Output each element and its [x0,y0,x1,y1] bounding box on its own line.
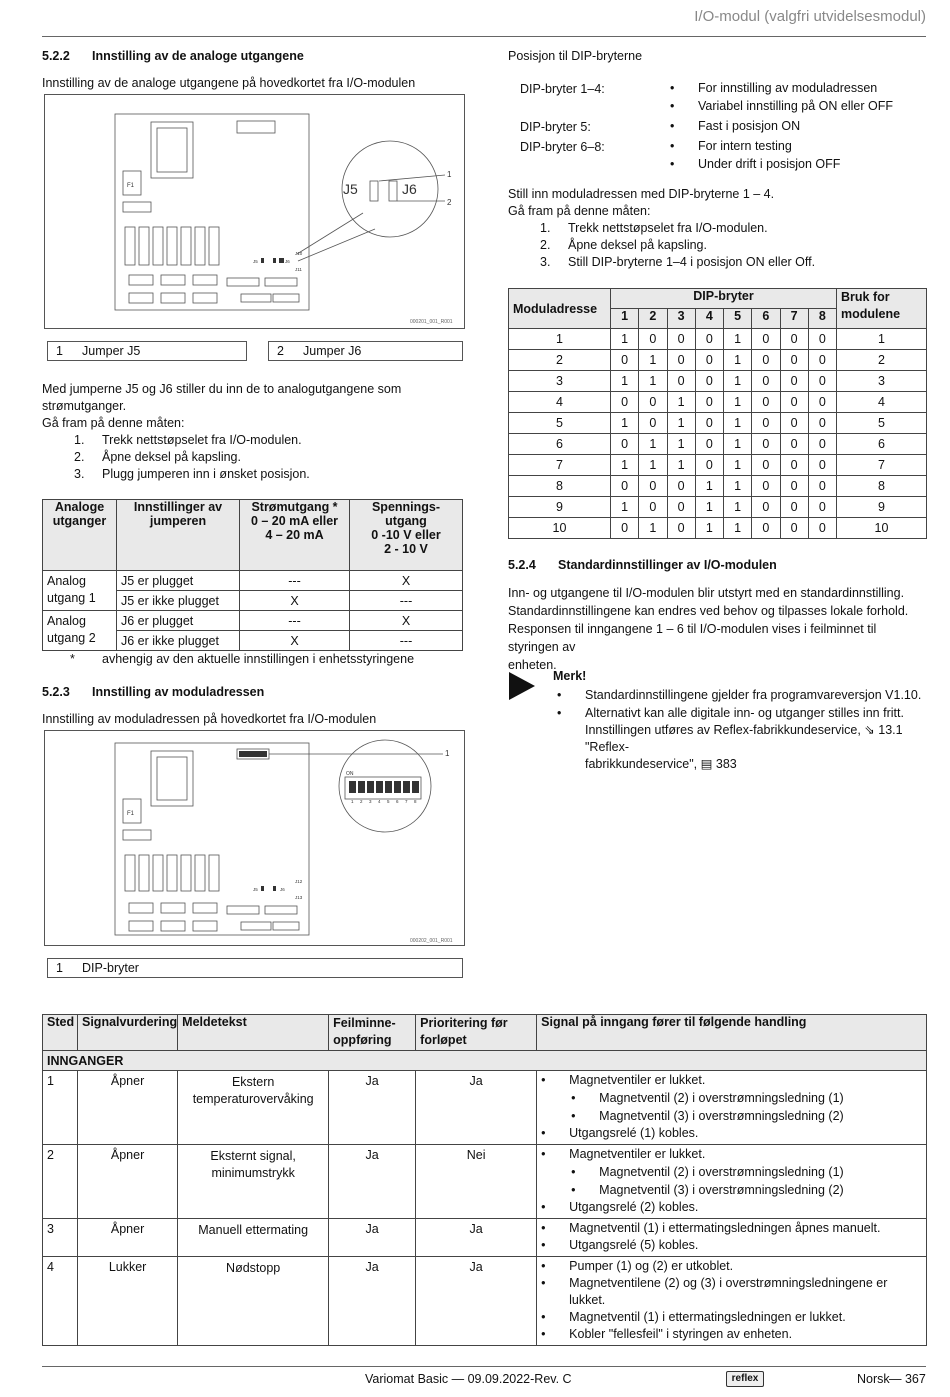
module-address-table: Moduladresse DIP-bryter Bruk for modulene 1 2 3 4 5 6 7 8 1 1 0 0 0 1 0 0 0 1 2 0 1 0 0 1 0 0 0 2 3 1 1 0 0 1 0 0 0 3 4 0 0 1 0 1 0 0 0 4 5 1 0 1 0 1 0 0 0 5 6 0 1 1 0 1 0 0 0 6 7 1 1 1 0 1 0 0 0 7 8 0 0 0 1 1 0 0 0 8 9 1 0 0 1 1 0 0 0 9 10 0 1 0 1 1 0 0 0 10 [508,288,927,539]
svg-text:8: 8 [414,799,417,804]
dip-cell: 0 [667,350,695,371]
list-item: • Alternativt kan alle digitale inn- og utganger stilles inn fritt. Innstillingen utføres av Reflex-fabrikkundeservice, ⇘ 13.1 "Reflex- fabrikkundeservice", ▤ 383 [553,705,931,773]
figure-id: 000202_001_R001 [410,938,453,944]
address-cell: 7 [509,455,611,476]
list-item: 3. Still DIP-bryterne 1–4 i posisjon ON eller Off. [540,255,816,269]
table-row [509,329,927,350]
dip-cell: 0 [780,329,808,350]
header-rule [42,36,926,37]
dip-numbers [351,799,417,804]
module-use-cell: 7 [837,455,927,476]
list-item: 1. Trekk nettstøpselet fra I/O-modulen. [540,221,768,235]
dip-cell: 0 [611,350,639,371]
small-j6-label: J6 [285,259,290,264]
callout-2: 2 [447,198,452,207]
module-use-cell: 10 [837,518,927,539]
action-item: • Magnetventil (1) i ettermatingsledningen er lukket. [537,1309,922,1326]
module-use-cell: 4 [837,392,927,413]
table-header: Moduladresse [509,289,611,329]
dip-cell: 0 [639,329,667,350]
list-item: 3. Plugg jumperen inn i ønsket posisjon. [74,467,310,481]
dip-cell: 0 [695,350,723,371]
j12-label: J12 [295,879,303,884]
dip-switch-figure [44,730,465,946]
module-use-cell: 3 [837,371,927,392]
address-cell: 9 [509,497,611,518]
action-cell [537,1219,927,1257]
message-cell: Eksternt signal, minimumstrykk [178,1145,329,1219]
table-footnote-mark: * [70,652,75,666]
signal-cell: Åpner [78,1145,178,1219]
jumper-figure [44,94,465,329]
dip-cell: 0 [611,518,639,539]
dip-cell: 1 [724,434,752,455]
dip-position-title: Posisjon til DIP-bryterne [508,49,643,63]
dip-cell: 1 [611,497,639,518]
table-row: Analog utgang 1 J5 er plugget --- X [43,571,463,591]
dip-cell: 1 [724,350,752,371]
f1-label: F1 [127,811,135,817]
footer-page-number: — 367 [889,1372,926,1386]
table-row [509,497,927,518]
dip-cell: 0 [808,434,836,455]
dip-cell: 0 [752,413,780,434]
action-item: • Magnetventiler er lukket. [537,1146,922,1163]
dip-cell: 1 [639,350,667,371]
dip-instructions: Still inn moduladressen med DIP-bryterne 1 – 4. Gå fram på denne måten: 1. Trekk nettstøpselet fra I/O-modulen. 2. Åpne deksel på kapsling. 3. Still DIP-bryterne 1–4 i posisjon ON eller Off. [508,186,928,271]
dip-cell: 1 [724,392,752,413]
dip-cell: 0 [695,455,723,476]
dip-cell: 0 [752,497,780,518]
dip-cell: 1 [724,455,752,476]
action-item: • Kobler "fellesfeil" i styringen av enheten. [537,1326,922,1343]
dip-cell: 0 [752,455,780,476]
address-cell: 1 [509,329,611,350]
address-cell: 4 [509,392,611,413]
dip-cell: 0 [808,455,836,476]
dip-cell: 1 [611,371,639,392]
dip-cell: 0 [780,476,808,497]
module-use-cell: 5 [837,413,927,434]
dip-cell: 1 [611,413,639,434]
dip-cell: 0 [780,413,808,434]
dip-cell: 0 [780,392,808,413]
dip-cell: 1 [667,392,695,413]
table-row [43,1257,927,1346]
dip-cell: 0 [780,455,808,476]
legend-item-jumper-j6: 2 Jumper J6 [268,341,463,361]
message-cell: Ekstern temperaturovervåking [178,1071,329,1145]
note-list [553,687,931,773]
table-header: Innstillinger av jumperen [117,500,240,571]
j13-label: J13 [295,895,303,900]
legend-item-dip-switch: 1 DIP-bryter [47,958,463,978]
list-item: DIP-bryter 6–8: • For intern testing • Under drift i posisjon OFF [520,138,920,176]
module-use-cell: 1 [837,329,927,350]
note-title: Merk! [553,669,587,683]
dip-cell: 0 [611,434,639,455]
dip-cell: 0 [611,476,639,497]
dip-cell: 1 [639,455,667,476]
action-cell [537,1071,927,1145]
table-row [43,1145,927,1219]
error-log-cell: Ja [329,1145,416,1219]
footer-language: Norsk [857,1372,890,1386]
list-item: DIP-bryter 5: • Fast i posisjon ON [520,118,920,138]
section-5-2-4-heading: 5.2.4 Standardinnstillinger av I/O-modulen [508,558,777,572]
dip-cell: 1 [724,497,752,518]
address-cell: 10 [509,518,611,539]
priority-cell: Nei [416,1145,537,1219]
priority-cell: Ja [416,1257,537,1346]
table-header: Strømutgang * 0 – 20 mA eller 4 – 20 mA [240,500,350,571]
signal-cell: Lukker [78,1257,178,1346]
dip-cell: 0 [639,392,667,413]
dip-cell: 1 [667,434,695,455]
dip-cell: 0 [695,392,723,413]
dip-cell: 1 [724,329,752,350]
table-header: Prioritering før forløpet [416,1015,537,1051]
section-5-2-2-intro: Innstilling av de analoge utgangene på hovedkortet fra I/O-modulen [42,76,416,90]
address-cell: 3 [509,371,611,392]
action-item: • Magnetventil (2) i overstrømningsledning (1) [537,1163,922,1181]
action-item: • Magnetventil (1) i ettermatingsledningen åpnes manuelt. [537,1220,922,1237]
dip-cell: 0 [752,329,780,350]
small-j5-label: J5 [253,259,258,264]
dip-cell: 1 [667,455,695,476]
io-inputs-table [42,1014,927,1346]
dip-cell: 0 [808,413,836,434]
dip-cell: 0 [639,413,667,434]
module-use-cell: 2 [837,350,927,371]
dip-cell: 0 [695,413,723,434]
table-row [509,518,927,539]
table-row [509,392,927,413]
dip-cell: 0 [780,518,808,539]
section-5-2-4-body: Inn- og utgangene til I/O-modulen blir utstyrt med en standardinnstilling. Standardinnstillingene kan endres ved behov og tilpasses lokale forhold. Responsen til inngangene 1 – 6 til I/O-modulen vises i feilminnet til styringen av enheten. [508,586,909,672]
module-address-rows [509,329,927,539]
dip-cell: 1 [611,329,639,350]
dip-cell: 1 [639,371,667,392]
error-log-cell: Ja [329,1219,416,1257]
dip-cell: 0 [752,392,780,413]
j5-label: J5 [343,181,358,197]
table-header: Spennings- utgang 0 -10 V eller 2 - 10 V [350,500,463,571]
table-header: DIP-bryter [611,289,837,309]
dip-cell: 0 [639,476,667,497]
circuit-board-jumper-illustration [45,95,466,330]
j6-label: J6 [402,181,417,197]
jumper-steps [42,432,472,483]
action-item: • Utgangsrelé (5) kobles. [537,1237,922,1254]
dip-cell: 0 [808,329,836,350]
dip-cell: 0 [667,497,695,518]
dip-cell: 0 [808,497,836,518]
table-row: Analog utgang 2 J6 er plugget --- X [43,611,463,631]
dip-cell: 1 [611,455,639,476]
table-header: Feilminne- oppføring [329,1015,416,1051]
dip-cell: 0 [780,350,808,371]
message-cell: Nødstopp [178,1257,329,1346]
f1-label: F1 [127,183,135,189]
dip-cell: 0 [752,371,780,392]
section-5-2-2-heading [42,49,304,63]
dip-cell: 0 [639,497,667,518]
dip-cell: 0 [752,518,780,539]
svg-text:6: 6 [396,799,399,804]
dip-cell: 1 [695,476,723,497]
figure-id: 000201_001_R001 [410,319,453,325]
action-item: • Pumper (1) og (2) er utkoblet. [537,1258,922,1275]
callout-1: 1 [445,749,450,758]
table-row: J5 er ikke plugget X --- [43,591,463,611]
table-row [509,413,927,434]
circuit-board-dip-illustration [45,731,466,947]
dip-cell: 1 [667,413,695,434]
sted-cell: 4 [43,1257,78,1346]
action-item: • Utgangsrelé (1) kobles. [537,1125,922,1142]
dip-cell: 0 [611,392,639,413]
list-item: DIP-bryter 1–4: • For innstilling av moduladressen • Variabel innstilling på ON eller OFF [520,80,920,118]
dip-cell: 1 [724,518,752,539]
reflex-logo: reflex [726,1371,764,1387]
table-header: Sted [43,1015,78,1051]
svg-text:7: 7 [405,799,408,804]
dip-cell: 0 [695,434,723,455]
table-row [43,1071,927,1145]
legend-item-jumper-j5: 1 Jumper J5 [47,341,247,361]
table-row [509,476,927,497]
svg-text:4: 4 [378,799,381,804]
table-header: Analoge utganger [43,500,117,571]
table-row [509,371,927,392]
dip-cell: 0 [667,518,695,539]
action-item: • Magnetventilene (2) og (3) i overstrømningsledningene er lukket. [537,1275,922,1309]
module-use-cell: 8 [837,476,927,497]
dip-cell: 0 [695,371,723,392]
table-header: Meldetekst [178,1015,329,1051]
table-row [509,434,927,455]
list-item: 2. Åpne deksel på kapsling. [540,238,707,252]
section-title: Innstilling av de analoge utgangene [92,49,304,63]
error-log-cell: Ja [329,1071,416,1145]
table-header: Bruk for modulene [837,289,927,329]
priority-cell: Ja [416,1071,537,1145]
dip-cell: 1 [695,497,723,518]
dip-cell: 0 [695,329,723,350]
table-row [509,455,927,476]
action-cell [537,1257,927,1346]
address-cell: 8 [509,476,611,497]
table-row: J6 er ikke plugget X --- [43,631,463,651]
dip-cell: 0 [780,497,808,518]
message-cell: Manuell ettermating [178,1219,329,1257]
dip-cell: 0 [780,434,808,455]
table-footnote: avhengig av den aktuelle innstillingen i enhetsstyringene [102,652,415,666]
dip-cell: 0 [808,476,836,497]
section-5-2-3-heading: 5.2.3 Innstilling av moduladressen [42,685,265,699]
table-row [43,1219,927,1257]
address-cell: 5 [509,413,611,434]
page-reference-icon: ▤ [700,757,713,771]
dip-cell: 0 [752,350,780,371]
dip-cell: 0 [752,476,780,497]
jumper-instructions: Med jumperne J5 og J6 stiller du inn de to analogutgangene som strømutganger. Gå fram på denne måten: 1. Trekk nettstøpselet fra I/O-modulen. 2. Åpne deksel på kapsling. 3. Plugg jumperen inn i ønsket posisjon. [42,381,472,483]
address-cell: 2 [509,350,611,371]
list-item: • Standardinnstillingene gjelder fra programvareversjon V1.10. [553,687,931,704]
small-j6-label: J6 [280,887,285,892]
svg-text:1: 1 [351,799,354,804]
sted-cell: 1 [43,1071,78,1145]
page-header-title: I/O-modul (valgfri utvidelsesmodul) [694,8,926,25]
action-item: • Magnetventil (2) i overstrømningsledning (1) [537,1089,922,1107]
action-item: • Magnetventil (3) i overstrømningsledning (2) [537,1181,922,1199]
error-log-cell: Ja [329,1257,416,1346]
module-use-cell: 9 [837,497,927,518]
dip-position-list [520,80,920,176]
address-cell: 6 [509,434,611,455]
module-use-cell: 6 [837,434,927,455]
svg-text:3: 3 [369,799,372,804]
dip-cell: 0 [667,371,695,392]
j11-label: J11 [295,267,302,272]
priority-cell: Ja [416,1219,537,1257]
dip-cell: 0 [780,371,808,392]
table-header: Signal på inngang fører til følgende handling [537,1015,927,1051]
dip-cell: 0 [667,329,695,350]
list-item: 2. Åpne deksel på kapsling. [74,450,241,464]
dip-cell: 1 [724,413,752,434]
dip-switch-toggles [239,751,419,891]
dip-cell: 0 [808,371,836,392]
dip-cell: 0 [808,518,836,539]
callout-1: 1 [447,170,452,179]
dip-cell: 0 [808,392,836,413]
dip-cell: 1 [724,476,752,497]
action-item: • Utgangsrelé (2) kobles. [537,1199,922,1216]
note-arrow-icon [509,672,535,700]
table-row [509,350,927,371]
section-number: 5.2.2 [42,49,70,63]
dip-cell: 0 [667,476,695,497]
action-item: • Magnetventil (3) i overstrømningsledning (2) [537,1107,922,1125]
footer-document: Variomat Basic — 09.09.2022-Rev. C [365,1372,572,1386]
action-item: • Magnetventiler er lukket. [537,1072,922,1089]
table-header: Signalvurdering [78,1015,178,1051]
sted-cell: 3 [43,1219,78,1257]
dip-cell: 1 [639,434,667,455]
signal-cell: Åpner [78,1071,178,1145]
action-cell [537,1145,927,1219]
svg-text:5: 5 [387,799,390,804]
svg-text:2: 2 [360,799,363,804]
small-j5-label: J5 [253,887,258,892]
footer-rule [42,1366,926,1367]
signal-cell: Åpner [78,1219,178,1257]
reference-arrow-icon: ⇘ [864,723,875,737]
dip-cell: 1 [695,518,723,539]
dip-cell: 1 [639,518,667,539]
sted-cell: 2 [43,1145,78,1219]
section-5-2-3-intro: Innstilling av moduladressen på hovedkortet fra I/O-modulen [42,712,377,726]
dip-cell: 1 [724,371,752,392]
on-label: ON [346,771,354,777]
j10-label: J10 [295,251,303,256]
dip-cell: 0 [808,350,836,371]
dip-cell: 0 [752,434,780,455]
group-header-inputs: INNGANGER [43,1051,927,1071]
list-item: 1. Trekk nettstøpselet fra I/O-modulen. [74,433,302,447]
io-rows [43,1071,927,1346]
dip-steps [508,220,928,271]
analog-outputs-table [42,499,463,651]
